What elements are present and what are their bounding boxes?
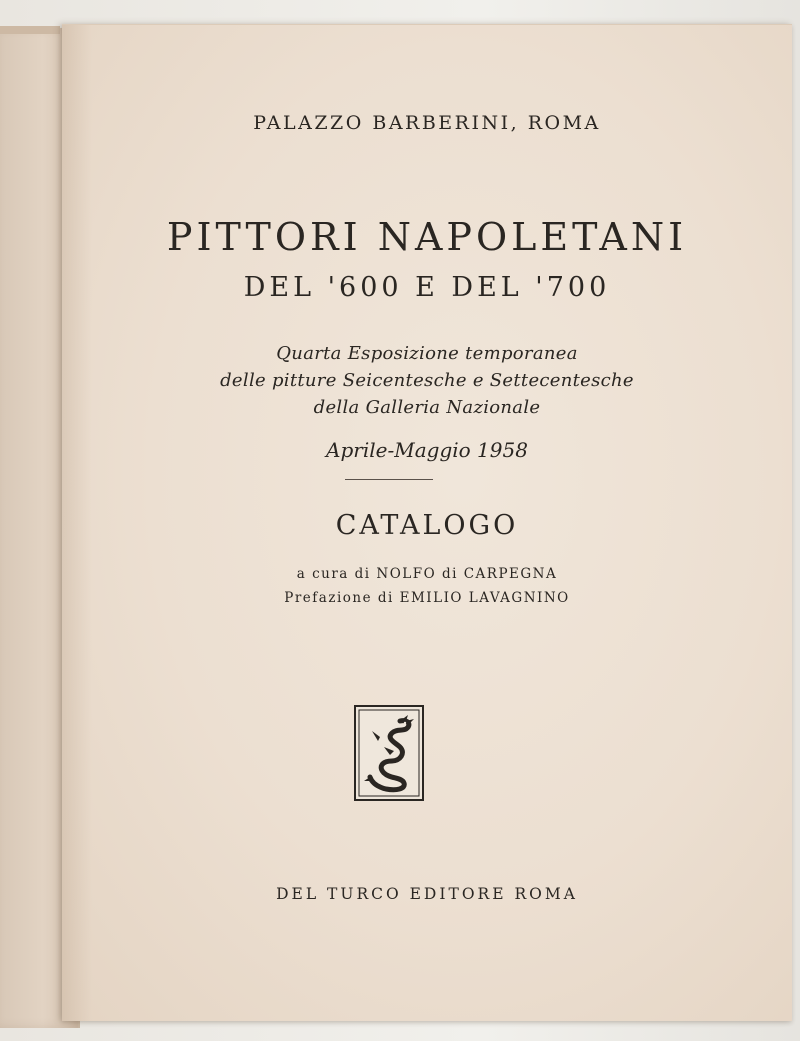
book-cover-top-edge — [0, 26, 60, 34]
description-line-3: della Galleria Nazionale — [313, 397, 541, 418]
publisher-line: DEL TURCO EDITORE ROMA — [276, 885, 578, 903]
description-line-1: Quarta Esposizione temporanea — [276, 343, 578, 364]
dragon-emblem-icon — [354, 705, 424, 801]
title-page — [62, 24, 792, 1021]
divider-rule — [345, 479, 433, 480]
curator-line: a cura di NOLFO di CARPEGNA — [296, 566, 558, 582]
book-subtitle: DEL '600 E DEL '700 — [243, 272, 611, 303]
preface-line: Prefazione di EMILIO LAVAGNINO — [284, 590, 570, 606]
catalog-heading: CATALOGO — [335, 510, 519, 541]
venue-line: PALAZZO BARBERINI, ROMA — [253, 112, 601, 134]
exhibition-dates: Aprile-Maggio 1958 — [326, 438, 528, 462]
description-line-2: delle pitture Seicentesche e Settecentesche — [220, 370, 634, 391]
book-title: PITTORI NAPOLETANI — [166, 215, 688, 259]
